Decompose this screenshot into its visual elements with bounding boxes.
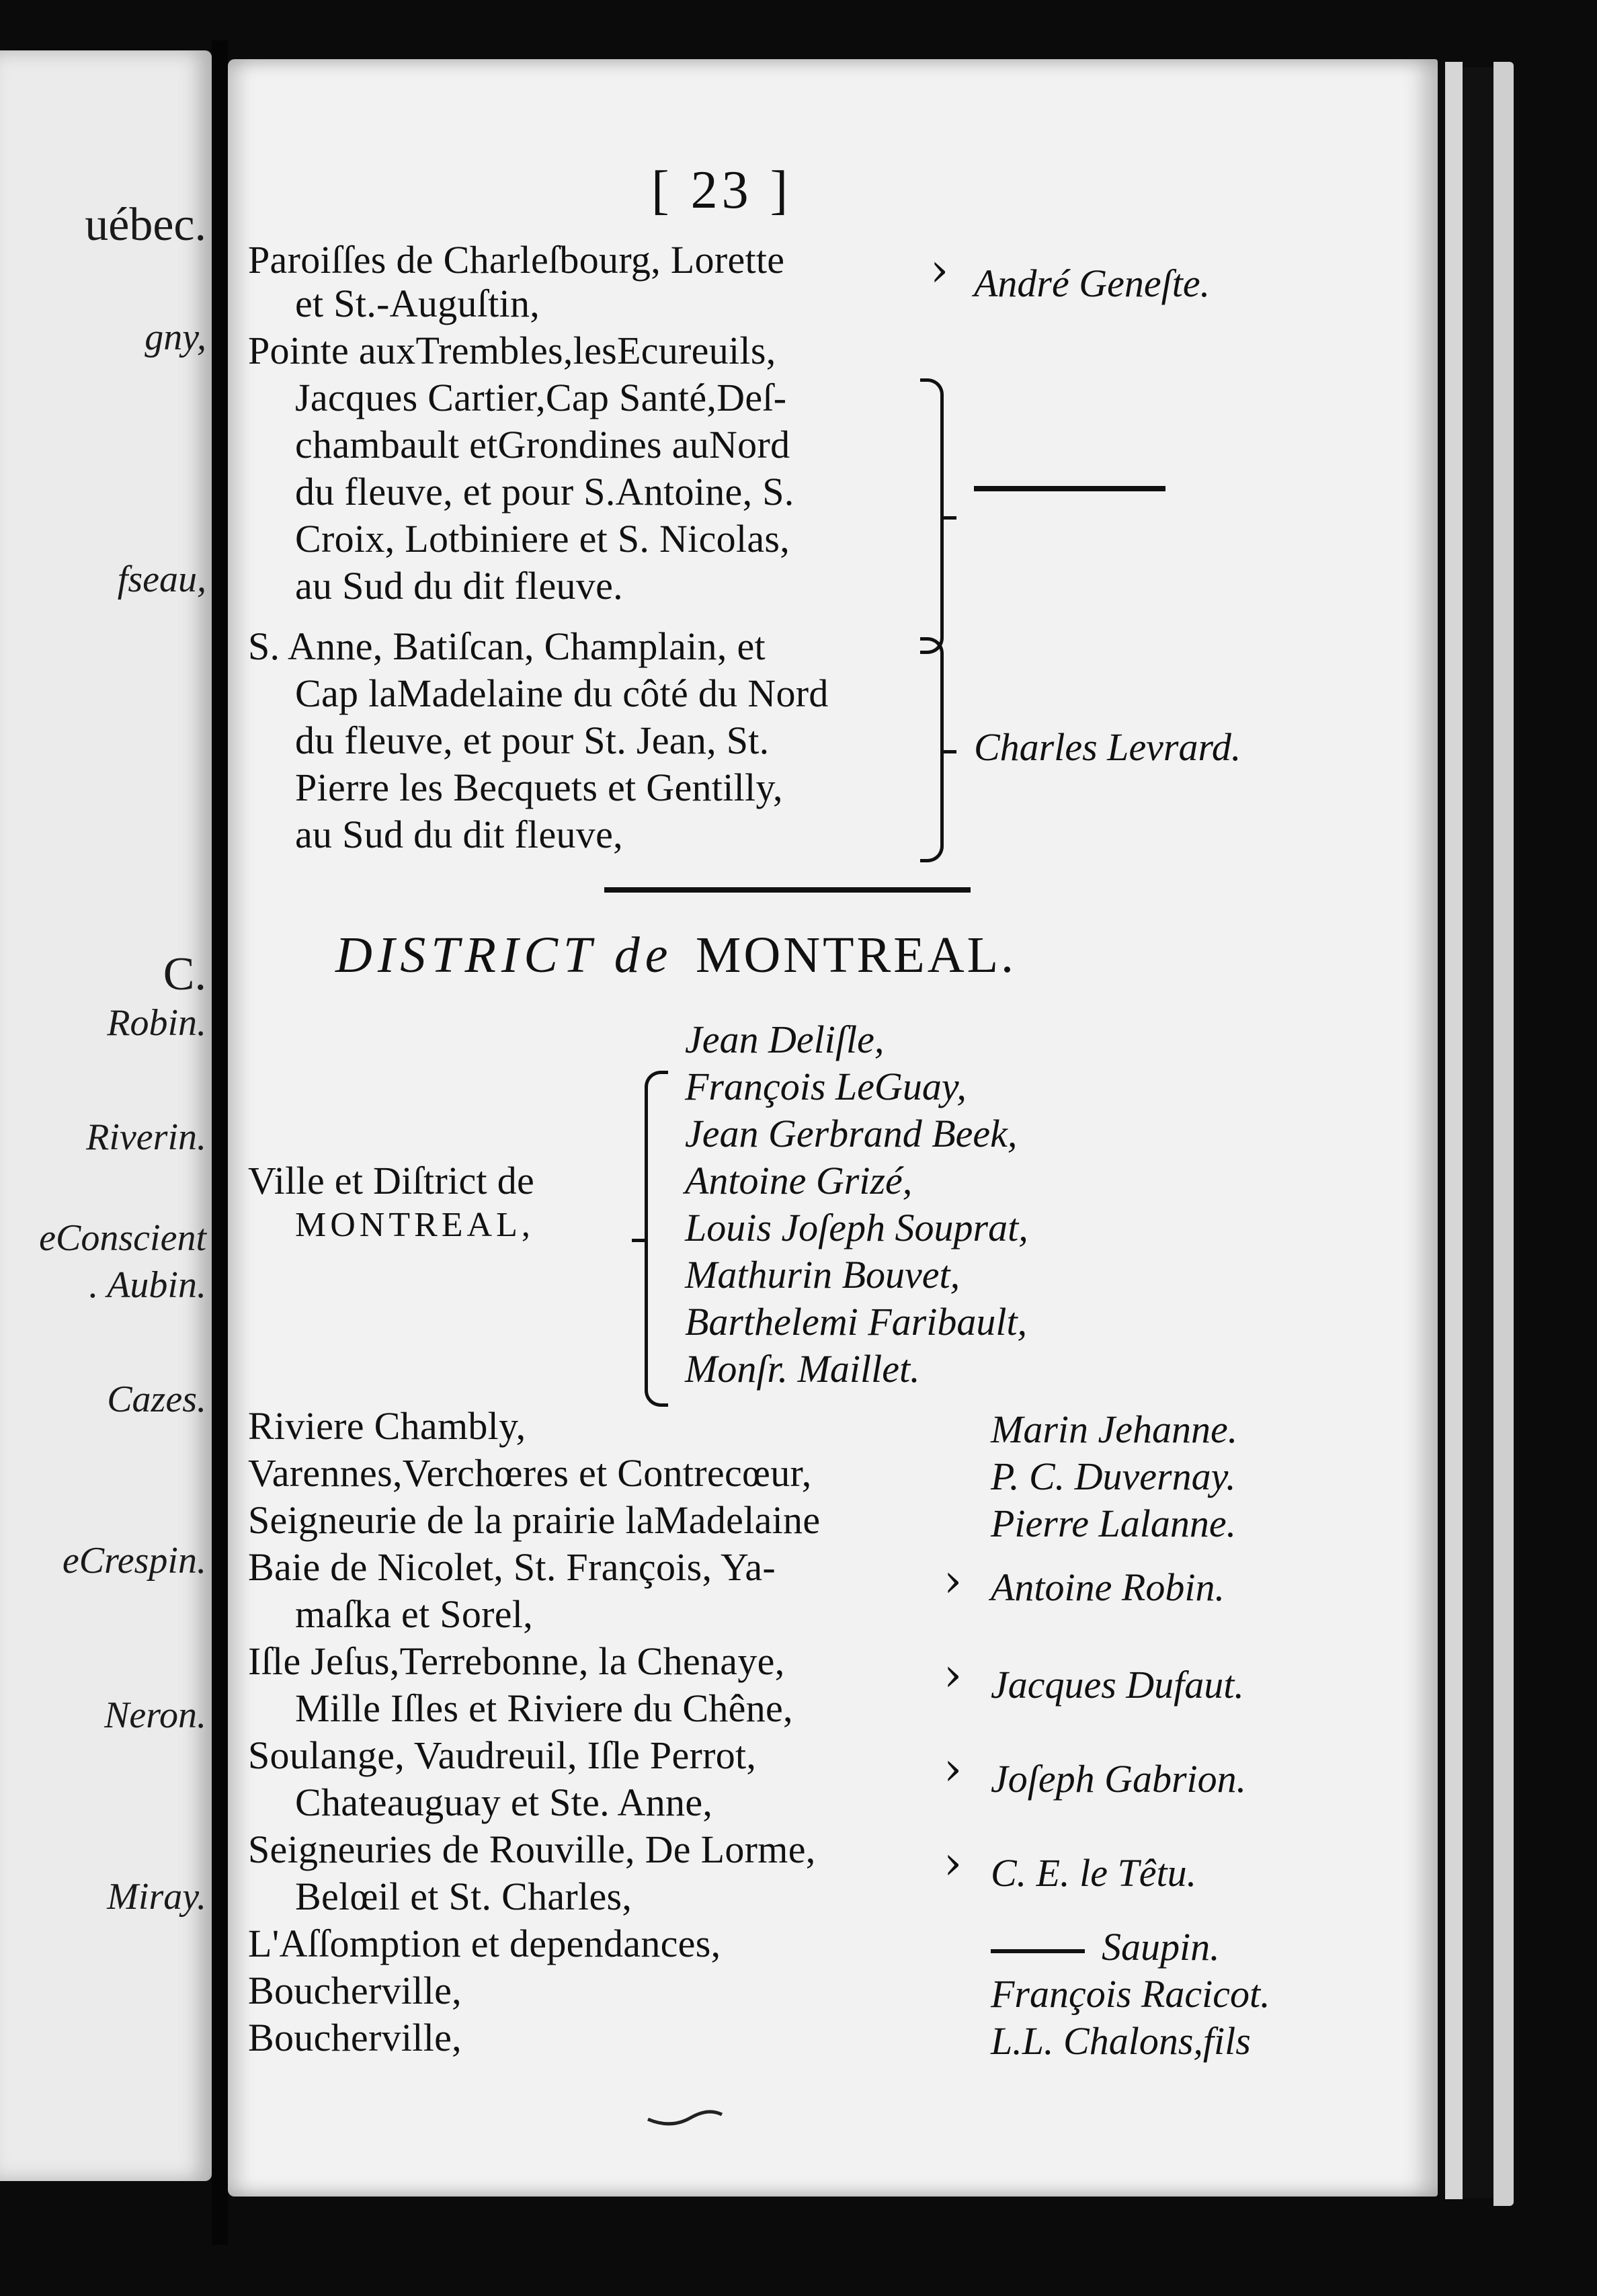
district-heading-caps: MONTREAL.: [695, 927, 1017, 983]
ville-label: MONTREAL,: [295, 1206, 534, 1244]
parish-line: S. Anne, Batiſcan, Champlain, et: [248, 624, 766, 668]
parish-line: Soulange, Vaudreuil, Iſle Perrot,: [248, 1733, 757, 1777]
left-fragment: Cazes.: [107, 1379, 206, 1420]
page-edge: [1445, 62, 1463, 2199]
brace-icon: [645, 1071, 668, 1407]
parish-line: au Sud du dit fleuve.: [295, 564, 623, 608]
parish-line: Iſle Jeſus,Terrebonne, la Chenaye,: [248, 1639, 785, 1683]
officer-name: Mathurin Bouvet,: [685, 1253, 960, 1297]
officer-name: Joſeph Gabrion.: [991, 1757, 1247, 1801]
officer-name: Pierre Lalanne.: [991, 1502, 1237, 1545]
left-fragment: Robin.: [107, 1002, 206, 1044]
parish-line: Pierre les Becquets et Gentilly,: [295, 766, 783, 809]
left-fragment: C.: [163, 948, 206, 1000]
officer-name: Charles Levrard.: [974, 725, 1241, 769]
parish-line: Riviere Chambly,: [248, 1404, 526, 1448]
parish-line: Cap laMadelaine du côté du Nord: [295, 671, 829, 715]
officer-name: François Racicot.: [991, 1972, 1270, 2016]
officer-dash: [991, 1949, 1085, 1953]
parish-line: L'Aſſomption et dependances,: [248, 1922, 721, 1965]
parish-line: et St.-Auguſtin,: [295, 282, 540, 325]
parish-line: Boucherville,: [248, 1969, 462, 2012]
left-fragment: eConscient: [39, 1217, 206, 1259]
parish-line: Chateauguay et Ste. Anne,: [295, 1780, 713, 1824]
brace-icon: ›: [944, 1837, 963, 1890]
book-gutter: [212, 40, 228, 2245]
district-heading: [335, 926, 1016, 985]
officer-name: Antoine Grizé,: [685, 1159, 913, 1202]
ornament-icon: [645, 2102, 725, 2129]
parish-line: Varennes,Verchœres et Contrecœur,: [248, 1451, 812, 1495]
officer-name: Barthelemi Faribault,: [685, 1300, 1028, 1344]
officer-name: Saupin.: [1102, 1925, 1220, 1969]
officer-name: Monſr. Maillet.: [685, 1347, 920, 1391]
page-edge: [1493, 62, 1514, 2206]
left-fragment: uébec.: [85, 199, 206, 251]
parish-line: Pointe auxTrembles,lesEcureuils,: [248, 329, 776, 372]
parish-line: Seigneurie de la prairie laMadelaine: [248, 1498, 821, 1542]
ville-label: Ville et Diſtrict de: [248, 1159, 535, 1202]
officer-name: Antoine Robin.: [991, 1565, 1225, 1609]
page-number: [ 23 ]: [651, 161, 792, 220]
left-fragment: Neron.: [104, 1694, 206, 1736]
parish-line: du fleuve, et pour S.Antoine, S.: [295, 470, 794, 514]
officer-name: Jean Deliſle,: [685, 1018, 885, 1061]
parish-line: Baie de Nicolet, St. François, Ya-: [248, 1545, 776, 1589]
officer-dash: [974, 486, 1165, 491]
officer-name: C. E. le Têtu.: [991, 1851, 1197, 1895]
brace-icon: ›: [944, 1649, 963, 1702]
parish-line: Seigneuries de Rouville, De Lorme,: [248, 1828, 816, 1871]
officer-name: Marin Jehanne.: [991, 1407, 1238, 1451]
left-page: [0, 50, 212, 2181]
parish-line: au Sud du dit fleuve,: [295, 813, 623, 856]
parish-line: du fleuve, et pour St. Jean, St.: [295, 719, 770, 762]
section-rule: [604, 887, 971, 893]
parish-line: Croix, Lotbiniere et S. Nicolas,: [295, 517, 790, 561]
officer-name: André Geneſte.: [974, 261, 1211, 305]
page-edge: [1463, 67, 1493, 2198]
parish-line: Boucherville,: [248, 2016, 462, 2059]
right-page: [228, 59, 1438, 2197]
left-fragment: gny,: [145, 317, 206, 358]
officer-name: Jean Gerbrand Beek,: [685, 1112, 1018, 1155]
brace-icon: [920, 378, 944, 654]
brace-icon: ›: [930, 244, 949, 297]
left-fragment: Miray.: [107, 1876, 206, 1918]
officer-name: Jacques Dufaut.: [991, 1663, 1244, 1707]
left-fragment: . Aubin.: [89, 1264, 206, 1306]
officer-name: François LeGuay,: [685, 1065, 967, 1108]
parish-line: Paroiſſes de Charleſbourg, Lorette: [248, 238, 785, 282]
parish-line: maſka et Sorel,: [295, 1592, 534, 1636]
brace-icon: ›: [944, 1743, 963, 1796]
parish-line: chambault etGrondines auNord: [295, 423, 790, 466]
district-heading-italic: DISTRICT de: [335, 927, 673, 983]
officer-name: L.L. Chalons,fils: [991, 2019, 1251, 2063]
officer-name: P. C. Duvernay.: [991, 1454, 1236, 1498]
left-fragment: fseau,: [117, 559, 206, 600]
left-fragment: Riverin.: [86, 1116, 206, 1158]
brace-icon: ›: [944, 1555, 963, 1608]
parish-line: Jacques Cartier,Cap Santé,Deſ-: [295, 376, 787, 419]
parish-line: Mille Iſles et Riviere du Chêne,: [295, 1686, 793, 1730]
parish-line: Belœil et St. Charles,: [295, 1875, 632, 1918]
left-fragment: eCrespin.: [62, 1540, 206, 1582]
brace-icon: [920, 637, 944, 862]
officer-name: Louis Joſeph Souprat,: [685, 1206, 1028, 1249]
